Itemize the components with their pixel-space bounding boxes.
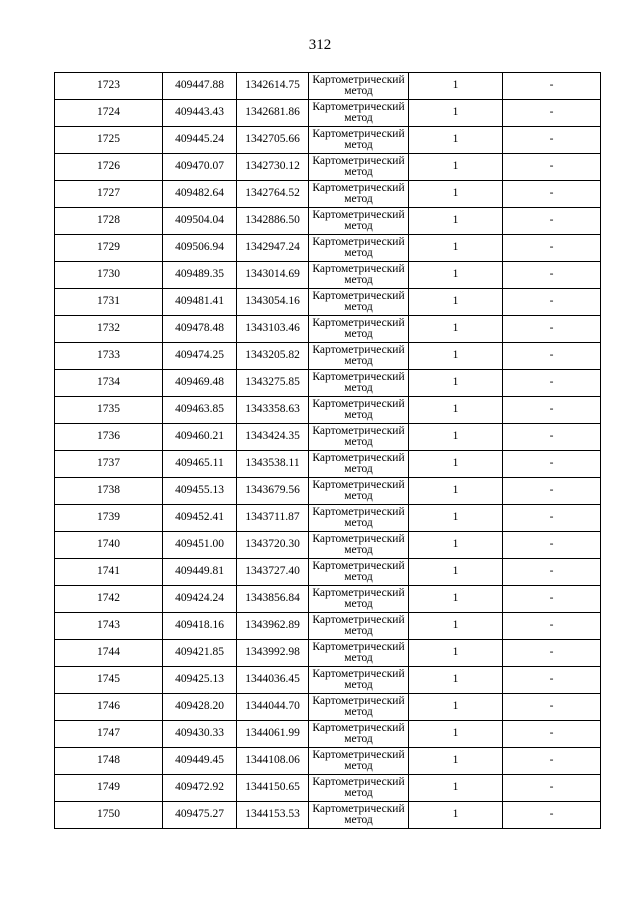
- accuracy-cell: 1: [409, 235, 503, 262]
- method-line-1: Картометрический: [312, 694, 405, 707]
- table-row: [55, 505, 601, 532]
- x-coordinate-cell: 409449.81: [163, 559, 237, 586]
- accuracy-cell: 1: [409, 262, 503, 289]
- method-line-2: метод: [344, 814, 373, 826]
- table-row: [55, 208, 601, 235]
- x-coordinate-cell: 409474.25: [163, 343, 237, 370]
- x-coordinate-cell: 409445.24: [163, 127, 237, 154]
- description-cell: -: [503, 667, 601, 694]
- y-coordinate-cell: 1343711.87: [237, 505, 309, 532]
- table-row: [55, 721, 601, 748]
- accuracy-cell: 1: [409, 478, 503, 505]
- point-cell: 1730: [55, 262, 163, 289]
- description-cell: -: [503, 289, 601, 316]
- method-line-2: метод: [344, 355, 373, 367]
- point-cell: 1732: [55, 316, 163, 343]
- x-coordinate-cell: 409489.35: [163, 262, 237, 289]
- point-cell: 1747: [55, 721, 163, 748]
- method-line-1: Картометрический: [312, 802, 405, 815]
- x-coordinate-cell: 409430.33: [163, 721, 237, 748]
- x-coordinate-cell: 409478.48: [163, 316, 237, 343]
- point-cell: 1729: [55, 235, 163, 262]
- method-line-2: метод: [344, 787, 373, 799]
- table-row: [55, 451, 601, 478]
- description-cell: -: [503, 235, 601, 262]
- method-line-1: Картометрический: [312, 505, 405, 518]
- method-line-1: Картометрический: [312, 478, 405, 491]
- y-coordinate-cell: 1343205.82: [237, 343, 309, 370]
- method-cell: [309, 73, 409, 100]
- description-cell: -: [503, 181, 601, 208]
- method-line-1: Картометрический: [312, 316, 405, 329]
- table-row: [55, 154, 601, 181]
- y-coordinate-cell: 1344044.70: [237, 694, 309, 721]
- description-cell: -: [503, 127, 601, 154]
- table-row: [55, 235, 601, 262]
- y-coordinate-cell: 1343962.89: [237, 613, 309, 640]
- accuracy-cell: 1: [409, 775, 503, 802]
- table-row: [55, 640, 601, 667]
- method-line-2: метод: [344, 490, 373, 502]
- method-line-2: метод: [344, 85, 373, 97]
- method-line-1: Картометрический: [312, 397, 405, 410]
- point-cell: 1744: [55, 640, 163, 667]
- table-row: [55, 100, 601, 127]
- point-cell: 1749: [55, 775, 163, 802]
- x-coordinate-cell: 409475.27: [163, 802, 237, 829]
- accuracy-cell: 1: [409, 397, 503, 424]
- method-line-1: Картометрический: [312, 73, 405, 86]
- table-row: [55, 775, 601, 802]
- y-coordinate-cell: 1344061.99: [237, 721, 309, 748]
- method-cell: [309, 694, 409, 721]
- y-coordinate-cell: 1343358.63: [237, 397, 309, 424]
- method-cell: [309, 748, 409, 775]
- table-row: [55, 532, 601, 559]
- method-cell: [309, 532, 409, 559]
- x-coordinate-cell: 409449.45: [163, 748, 237, 775]
- method-cell: [309, 559, 409, 586]
- method-cell: [309, 775, 409, 802]
- point-cell: 1739: [55, 505, 163, 532]
- description-cell: -: [503, 532, 601, 559]
- accuracy-cell: 1: [409, 802, 503, 829]
- method-cell: [309, 424, 409, 451]
- y-coordinate-cell: 1343424.35: [237, 424, 309, 451]
- x-coordinate-cell: 409418.16: [163, 613, 237, 640]
- y-coordinate-cell: 1342886.50: [237, 208, 309, 235]
- accuracy-cell: 1: [409, 370, 503, 397]
- table-row: [55, 586, 601, 613]
- description-cell: -: [503, 586, 601, 613]
- method-line-2: метод: [344, 328, 373, 340]
- point-cell: 1750: [55, 802, 163, 829]
- method-line-1: Картометрический: [312, 721, 405, 734]
- y-coordinate-cell: 1343856.84: [237, 586, 309, 613]
- table-row: [55, 667, 601, 694]
- table-row: [55, 694, 601, 721]
- method-cell: [309, 289, 409, 316]
- table-row: [55, 289, 601, 316]
- table-row: [55, 262, 601, 289]
- description-cell: -: [503, 343, 601, 370]
- method-line-2: метод: [344, 652, 373, 664]
- x-coordinate-cell: 409447.88: [163, 73, 237, 100]
- method-cell: [309, 667, 409, 694]
- method-cell: [309, 505, 409, 532]
- method-cell: [309, 451, 409, 478]
- method-line-2: метод: [344, 598, 373, 610]
- x-coordinate-cell: 409425.13: [163, 667, 237, 694]
- point-cell: 1745: [55, 667, 163, 694]
- y-coordinate-cell: 1342705.66: [237, 127, 309, 154]
- point-cell: 1724: [55, 100, 163, 127]
- description-cell: -: [503, 613, 601, 640]
- point-cell: 1736: [55, 424, 163, 451]
- point-cell: 1734: [55, 370, 163, 397]
- table-row: [55, 613, 601, 640]
- y-coordinate-cell: 1343103.46: [237, 316, 309, 343]
- point-cell: 1743: [55, 613, 163, 640]
- method-line-2: метод: [344, 463, 373, 475]
- method-line-2: метод: [344, 571, 373, 583]
- method-line-1: Картометрический: [312, 343, 405, 356]
- description-cell: -: [503, 397, 601, 424]
- method-line-2: метод: [344, 382, 373, 394]
- x-coordinate-cell: 409504.04: [163, 208, 237, 235]
- method-line-1: Картометрический: [312, 559, 405, 572]
- method-line-2: метод: [344, 220, 373, 232]
- description-cell: -: [503, 694, 601, 721]
- method-line-2: метод: [344, 706, 373, 718]
- method-line-1: Картометрический: [312, 613, 405, 626]
- method-line-1: Картометрический: [312, 451, 405, 464]
- accuracy-cell: 1: [409, 640, 503, 667]
- coordinates-table: [54, 72, 601, 829]
- method-line-2: метод: [344, 544, 373, 556]
- description-cell: -: [503, 262, 601, 289]
- accuracy-cell: 1: [409, 694, 503, 721]
- accuracy-cell: 1: [409, 289, 503, 316]
- description-cell: -: [503, 370, 601, 397]
- description-cell: -: [503, 73, 601, 100]
- accuracy-cell: 1: [409, 559, 503, 586]
- table-row: [55, 748, 601, 775]
- method-line-1: Картометрический: [312, 289, 405, 302]
- method-line-1: Картометрический: [312, 154, 405, 167]
- method-line-1: Картометрический: [312, 640, 405, 653]
- method-line-2: метод: [344, 625, 373, 637]
- method-cell: [309, 478, 409, 505]
- method-line-2: метод: [344, 247, 373, 259]
- method-line-1: Картометрический: [312, 100, 405, 113]
- method-line-2: метод: [344, 193, 373, 205]
- table-body: [55, 73, 601, 829]
- x-coordinate-cell: 409451.00: [163, 532, 237, 559]
- method-cell: [309, 802, 409, 829]
- accuracy-cell: 1: [409, 532, 503, 559]
- table-row: [55, 478, 601, 505]
- table-row: [55, 424, 601, 451]
- method-line-2: метод: [344, 436, 373, 448]
- y-coordinate-cell: 1343727.40: [237, 559, 309, 586]
- page-number: 312: [308, 37, 332, 53]
- x-coordinate-cell: 409506.94: [163, 235, 237, 262]
- method-cell: [309, 208, 409, 235]
- method-line-1: Картометрический: [312, 667, 405, 680]
- y-coordinate-cell: 1344108.06: [237, 748, 309, 775]
- method-line-1: Картометрический: [312, 127, 405, 140]
- point-cell: 1742: [55, 586, 163, 613]
- table-row: [55, 343, 601, 370]
- method-line-1: Картометрический: [312, 586, 405, 599]
- y-coordinate-cell: 1343992.98: [237, 640, 309, 667]
- description-cell: -: [503, 154, 601, 181]
- point-cell: 1728: [55, 208, 163, 235]
- accuracy-cell: 1: [409, 73, 503, 100]
- method-cell: [309, 613, 409, 640]
- description-cell: -: [503, 424, 601, 451]
- method-line-2: метод: [344, 274, 373, 286]
- y-coordinate-cell: 1342764.52: [237, 181, 309, 208]
- method-line-2: метод: [344, 166, 373, 178]
- method-cell: [309, 181, 409, 208]
- y-coordinate-cell: 1344153.53: [237, 802, 309, 829]
- y-coordinate-cell: 1344150.65: [237, 775, 309, 802]
- x-coordinate-cell: 409482.64: [163, 181, 237, 208]
- method-cell: [309, 586, 409, 613]
- x-coordinate-cell: 409465.11: [163, 451, 237, 478]
- y-coordinate-cell: 1342947.24: [237, 235, 309, 262]
- method-line-1: Картометрический: [312, 181, 405, 194]
- method-line-2: метод: [344, 733, 373, 745]
- description-cell: -: [503, 451, 601, 478]
- point-cell: 1725: [55, 127, 163, 154]
- y-coordinate-cell: 1342730.12: [237, 154, 309, 181]
- accuracy-cell: 1: [409, 505, 503, 532]
- x-coordinate-cell: 409469.48: [163, 370, 237, 397]
- x-coordinate-cell: 409470.07: [163, 154, 237, 181]
- description-cell: -: [503, 775, 601, 802]
- accuracy-cell: 1: [409, 316, 503, 343]
- point-cell: 1748: [55, 748, 163, 775]
- method-cell: [309, 235, 409, 262]
- accuracy-cell: 1: [409, 613, 503, 640]
- method-cell: [309, 262, 409, 289]
- y-coordinate-cell: 1343538.11: [237, 451, 309, 478]
- accuracy-cell: 1: [409, 127, 503, 154]
- method-line-2: метод: [344, 139, 373, 151]
- method-line-1: Картометрический: [312, 262, 405, 275]
- method-cell: [309, 640, 409, 667]
- method-line-1: Картометрический: [312, 532, 405, 545]
- method-line-1: Картометрический: [312, 235, 405, 248]
- method-cell: [309, 343, 409, 370]
- table-row: [55, 370, 601, 397]
- x-coordinate-cell: 409421.85: [163, 640, 237, 667]
- description-cell: -: [503, 721, 601, 748]
- x-coordinate-cell: 409460.21: [163, 424, 237, 451]
- accuracy-cell: 1: [409, 181, 503, 208]
- accuracy-cell: 1: [409, 208, 503, 235]
- point-cell: 1735: [55, 397, 163, 424]
- description-cell: -: [503, 802, 601, 829]
- y-coordinate-cell: 1343275.85: [237, 370, 309, 397]
- description-cell: -: [503, 208, 601, 235]
- y-coordinate-cell: 1342681.86: [237, 100, 309, 127]
- description-cell: -: [503, 316, 601, 343]
- method-line-1: Картометрический: [312, 748, 405, 761]
- method-line-1: Картометрический: [312, 370, 405, 383]
- y-coordinate-cell: 1343720.30: [237, 532, 309, 559]
- accuracy-cell: 1: [409, 100, 503, 127]
- x-coordinate-cell: 409452.41: [163, 505, 237, 532]
- accuracy-cell: 1: [409, 343, 503, 370]
- y-coordinate-cell: 1343014.69: [237, 262, 309, 289]
- method-line-1: Картометрический: [312, 775, 405, 788]
- method-line-2: метод: [344, 679, 373, 691]
- method-line-1: Картометрический: [312, 424, 405, 437]
- method-line-2: метод: [344, 112, 373, 124]
- method-cell: [309, 370, 409, 397]
- description-cell: -: [503, 505, 601, 532]
- method-cell: [309, 100, 409, 127]
- method-line-2: метод: [344, 301, 373, 313]
- description-cell: -: [503, 478, 601, 505]
- table-row: [55, 316, 601, 343]
- accuracy-cell: 1: [409, 721, 503, 748]
- method-cell: [309, 316, 409, 343]
- point-cell: 1746: [55, 694, 163, 721]
- point-cell: 1741: [55, 559, 163, 586]
- table-row: [55, 802, 601, 829]
- y-coordinate-cell: 1344036.45: [237, 667, 309, 694]
- table-row: [55, 559, 601, 586]
- table-row: [55, 181, 601, 208]
- accuracy-cell: 1: [409, 667, 503, 694]
- point-cell: 1723: [55, 73, 163, 100]
- table-row: [55, 127, 601, 154]
- point-cell: 1738: [55, 478, 163, 505]
- table-row: [55, 73, 601, 100]
- description-cell: -: [503, 559, 601, 586]
- x-coordinate-cell: 409424.24: [163, 586, 237, 613]
- method-line-2: метод: [344, 760, 373, 772]
- point-cell: 1726: [55, 154, 163, 181]
- description-cell: -: [503, 100, 601, 127]
- y-coordinate-cell: 1343054.16: [237, 289, 309, 316]
- x-coordinate-cell: 409428.20: [163, 694, 237, 721]
- method-cell: [309, 397, 409, 424]
- point-cell: 1740: [55, 532, 163, 559]
- x-coordinate-cell: 409455.13: [163, 478, 237, 505]
- method-cell: [309, 721, 409, 748]
- accuracy-cell: 1: [409, 424, 503, 451]
- method-cell: [309, 154, 409, 181]
- point-cell: 1731: [55, 289, 163, 316]
- accuracy-cell: 1: [409, 748, 503, 775]
- accuracy-cell: 1: [409, 451, 503, 478]
- y-coordinate-cell: 1342614.75: [237, 73, 309, 100]
- method-line-2: метод: [344, 517, 373, 529]
- accuracy-cell: 1: [409, 586, 503, 613]
- point-cell: 1737: [55, 451, 163, 478]
- table-row: [55, 397, 601, 424]
- point-cell: 1727: [55, 181, 163, 208]
- accuracy-cell: 1: [409, 154, 503, 181]
- x-coordinate-cell: 409472.92: [163, 775, 237, 802]
- point-cell: 1733: [55, 343, 163, 370]
- description-cell: -: [503, 748, 601, 775]
- x-coordinate-cell: 409443.43: [163, 100, 237, 127]
- method-line-1: Картометрический: [312, 208, 405, 221]
- x-coordinate-cell: 409481.41: [163, 289, 237, 316]
- description-cell: -: [503, 640, 601, 667]
- method-line-2: метод: [344, 409, 373, 421]
- y-coordinate-cell: 1343679.56: [237, 478, 309, 505]
- x-coordinate-cell: 409463.85: [163, 397, 237, 424]
- method-cell: [309, 127, 409, 154]
